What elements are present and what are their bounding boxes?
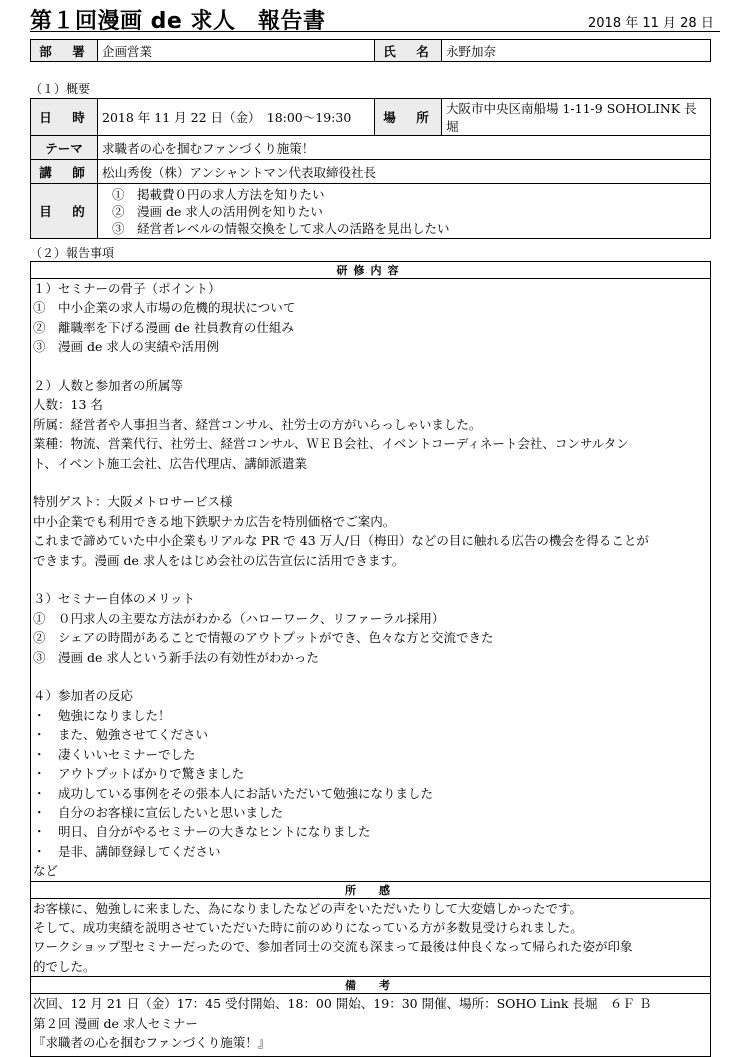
remarks-line: 『求職者の心を掴むファンづくり施策！』 [33,1034,271,1050]
training-line [33,357,708,376]
purpose-label: 目 的 [31,184,98,239]
training-line: 中小企業でも利用できる地下鉄駅ナカ広告を特別価格でご案内。 [33,513,396,529]
training-line: １）セミナーの骨子（ポイント） [33,281,221,296]
training-line: ③ 漫画 de 求人という新手法の有効性がわかった [33,649,319,665]
training-line: ・ 凄くいいセミナーでした [33,746,196,762]
training-line: 業種：物流、営業代行、社労士、経営コンサル、ＷＥＢ会社、イベントコーディネート会社、コンサルタン [33,436,629,452]
department-label: 部 署 [31,40,98,62]
training-line: ・ 明日、自分がやるセミナーの大きなヒントになりました [33,824,371,840]
training-lines [33,279,708,881]
remarks-header: 備 考 [31,977,711,994]
impressions-header: 所 感 [31,881,711,898]
training-line [33,570,708,589]
training-line: ③ 漫画 de 求人の実績や活用例 [33,339,219,355]
report-table [30,261,711,1057]
theme-label: テーマ [31,136,98,160]
training-line: ・ 是非、講師登録してください [33,843,221,859]
impressions-line: お客様に、勉強しに来ました、為になりましたなどの声をいただいたりして大変嬉しかったです。 [33,900,583,916]
purpose-list [98,184,711,239]
purpose-item: ③ 経営者レベルの情報交換をして求人の活路を見出したい [112,220,450,236]
impressions-content [31,898,711,977]
lecturer-value: 松山秀俊（株）アンシャントマン代表取締役社長 [98,160,711,184]
training-line: ２）人数と参加者の所属等 [33,378,184,394]
impressions-line: 的でした。 [33,958,96,974]
impressions-line: ワークショップ型セミナーだったので、参加者同士の交流も深まって最後は仲良くなって帰られた姿が印象 [33,939,633,955]
date-label: 日 時 [31,99,98,136]
purpose-item: ② 漫画 de 求人の活用例を知りたい [112,203,323,219]
report-heading: （２）報告事項 [30,246,115,260]
date-value: 2018 年 11 月 22 日（金） 18:00〜19:30 [98,99,375,136]
name-label: 氏 名 [375,40,442,62]
training-line: ・ また、勉強させてください [33,727,209,743]
remarks-lines [33,994,708,1052]
place-label: 場 所 [375,99,442,136]
purpose-item: ① 掲載費０円の求人方法を知りたい [112,186,325,202]
info-table [30,39,711,62]
training-line: ① 中小企業の求人市場の危機的現状について [33,300,296,316]
training-line: ・ 自分のお客様に宣伝したいと思いました [33,804,284,820]
training-header: 研修内容 [31,262,711,279]
training-line: ・ 勉強になりました！ [33,707,171,723]
title-underline [30,31,720,32]
training-line [33,473,708,492]
training-line: ３）セミナー自体のメリット [33,591,196,607]
training-line: 所属：経営者や人事担当者、経営コンサル、社労士の方がいらっしゃいました。 [33,416,482,432]
training-line: ４）参加者の反応 [33,688,134,704]
lecturer-label: 講 師 [31,160,98,184]
training-line: ② シェアの時間があることで情報のアウトプットができ、色々な方と交流できた [33,630,494,646]
training-line: など [33,863,59,879]
report-date: 2018 年 11 月 28 日 [588,16,714,31]
training-line: ト、イベント施工会社、広告代理店、講師派遣業 [33,455,307,471]
name-value: 永野加奈 [442,40,711,62]
overview-table [30,98,711,239]
remarks-content [31,994,711,1057]
page-title: 第１回漫画 de 求人 報告書 [30,9,326,34]
department-value: 企画営業 [98,40,375,62]
place-value: 大阪市中央区南船場 1-11-9 SOHOLINK 長堀 [442,99,711,136]
training-line: 人数：13 名 [33,397,103,413]
training-line: できます。漫画 de 求人をはじめ会社の広告宣伝に活用できます。 [33,552,405,568]
training-line: ・ アウトプットばかりで驚きました [33,766,245,782]
training-line [33,667,708,686]
training-line: 特別ゲスト：大阪メトロサービス様 [33,494,233,510]
overview-heading: （１）概要 [30,82,91,96]
theme-value: 求職者の心を掴むファンづくり施策！ [98,136,711,160]
training-line: ② 離職率を下げる漫画 de 社員教育の仕組み [33,319,294,335]
impressions-lines [33,899,708,977]
impressions-line: そして、成功実績を説明させていただいた時に前のめりになっている方が多数見受けられました。 [33,919,583,935]
training-line: ・ 成功している事例をその張本人にお話いただいて勉強になりました [33,785,434,801]
remarks-line: 次回、12 月 21 日（金）17：45 受付開始、18：00 開始、19：30 開催、場所：SOHO Link 長堀 ６Ｆ Ｂ [33,996,652,1012]
training-line: これまで諦めていた中小企業もリアルな PR で 43 万人/日（梅田）などの目に触れる広告の機会を得ることが [33,533,649,549]
training-content [31,279,711,882]
remarks-line: 第２回 漫画 de 求人セミナー [33,1015,198,1031]
training-line: ① ０円求人の主要な方法がわかる（ハローワーク、リファーラル採用） [33,610,445,626]
